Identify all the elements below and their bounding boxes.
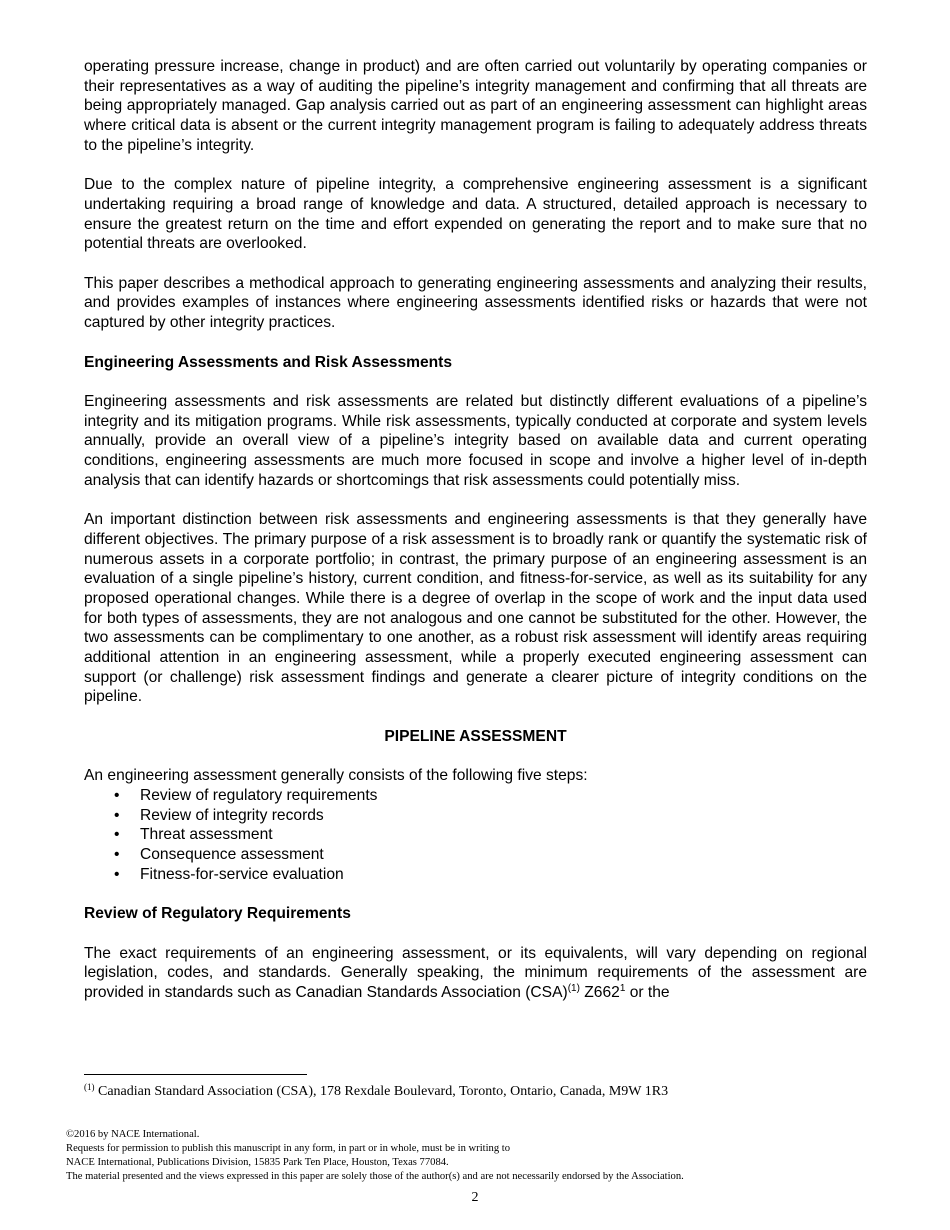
copyright-line: The material presented and the views expressed in this paper are solely those of the author(s) and are not necessarily endorsed by the Association. — [66, 1171, 684, 1182]
bullet-icon: • — [114, 865, 120, 883]
paragraph-eng-risk-1: Engineering assessments and risk assessments are related but distinctly different evaluations of a pipeline’s integrity and its mitigation programs. While risk assessments, typically conducted at corporate and system levels annually, provide an overall view of a pipeline’s integrity based on available data and current operating conditions, engineering assessments are much more focused in scope and involve a higher level of in-depth analysis that can identify hazards or shortcomings that risk assessments could potentially miss. — [84, 392, 867, 489]
list-item — [84, 825, 867, 845]
copyright-notice — [66, 1128, 684, 1184]
paragraph-regulatory — [84, 944, 867, 1003]
list-item-label: Threat assessment — [140, 826, 273, 844]
footnote-separator — [84, 1074, 307, 1075]
footnote-text: Canadian Standard Association (CSA), 178 Rexdale Boulevard, Toronto, Ontario, Canada, M9W 1R3 — [94, 1084, 669, 1099]
page-number: 2 — [471, 1190, 479, 1205]
footnote — [84, 1083, 668, 1101]
heading-regulatory-requirements: Review of Regulatory Requirements — [84, 905, 351, 923]
list-item — [84, 865, 867, 885]
paragraph-regulatory-end: or the — [625, 983, 670, 1001]
list-item-label: Consequence assessment — [140, 846, 324, 864]
paragraph-paper-describes: This paper describes a methodical approach to generating engineering assessments and analyzing their results, and provides examples of instances where engineering assessments identified risks or hazards that were not captured by other integrity practices. — [84, 274, 867, 332]
main-text-column — [84, 57, 867, 1003]
footnote-marker: (1) — [84, 1082, 95, 1092]
bullet-icon: • — [114, 846, 120, 864]
paragraph-intro-continued: operating pressure increase, change in product) and are often carried out voluntarily by operating companies or their representatives as a way of auditing the pipeline’s integrity management and confirming that all threats are being appropriately managed. Gap analysis carried out as part of an engineering assessment can highlight areas where critical data is absent or the current integrity management program is failing to adequately address threats to the pipeline’s integrity. — [84, 58, 867, 154]
paragraph-steps-intro: An engineering assessment generally consists of the following five steps: — [84, 767, 588, 785]
citation-reference: 1 — [619, 982, 626, 994]
list-item — [84, 786, 867, 806]
paragraph-complex-nature: Due to the complex nature of pipeline integrity, a comprehensive engineering assessment is a significant undertaking requiring a broad range of knowledge and data. A structured, detailed approach is necessary to ensure the greatest return on the time and effort expended on generating the report and to make sure that no potential threats are overlooked. — [84, 176, 867, 253]
paragraph-eng-risk-2: An important distinction between risk assessments and engineering assessments is that they generally have different objectives. The primary purpose of a risk assessment is to broadly rank or quantify the systematic risk of numerous assets in a corporate portfolio; in contrast, the primary purpose of an engineering assessment is an evaluation of a single pipeline’s history, current condition, and fitness-for-service, as well as its suitability for any proposed operational changes. While there is a degree of overlap in the scope of work and the input data used for both types of assessments, they are not analogous and one cannot be substituted for the other. However, the two assessments can be complimentary to one another, as a robust risk assessment will identify areas requiring additional attention in an engineering assessment, while a properly executed engineering assessment can support (or challenge) risk assessment findings and generate a clearer picture of integrity conditions on the pipeline. — [84, 511, 867, 706]
copyright-line: Requests for permission to publish this manuscript in any form, in part or in whole, must be in writing to — [66, 1143, 511, 1154]
list-item — [84, 845, 867, 865]
bullet-icon: • — [114, 786, 120, 804]
list-item-label: Review of regulatory requirements — [140, 786, 378, 804]
heading-engineering-risk-assessments: Engineering Assessments and Risk Assessments — [84, 353, 453, 371]
heading-pipeline-assessment: PIPELINE ASSESSMENT — [384, 727, 567, 745]
list-item-label: Fitness-for-service evaluation — [140, 865, 344, 883]
footnote-reference: (1) — [567, 982, 580, 994]
steps-list — [84, 786, 867, 885]
paragraph-regulatory-text: The exact requirements of an engineering assessment, or its equivalents, will vary depending on regional legislation, codes, and standards. Generally speaking, the minimum requirements of the assessment are provided in standards such as Canadian Standards Association (CSA) — [84, 944, 867, 1001]
standard-name: Z662 — [579, 983, 620, 1001]
list-item-label: Review of integrity records — [140, 806, 324, 824]
bullet-icon: • — [114, 826, 120, 844]
copyright-line: NACE International, Publications Division, 15835 Park Ten Place, Houston, Texas 77084. — [66, 1157, 449, 1168]
copyright-line: ©2016 by NACE International. — [66, 1129, 200, 1140]
bullet-icon: • — [114, 806, 120, 824]
list-item — [84, 806, 867, 826]
